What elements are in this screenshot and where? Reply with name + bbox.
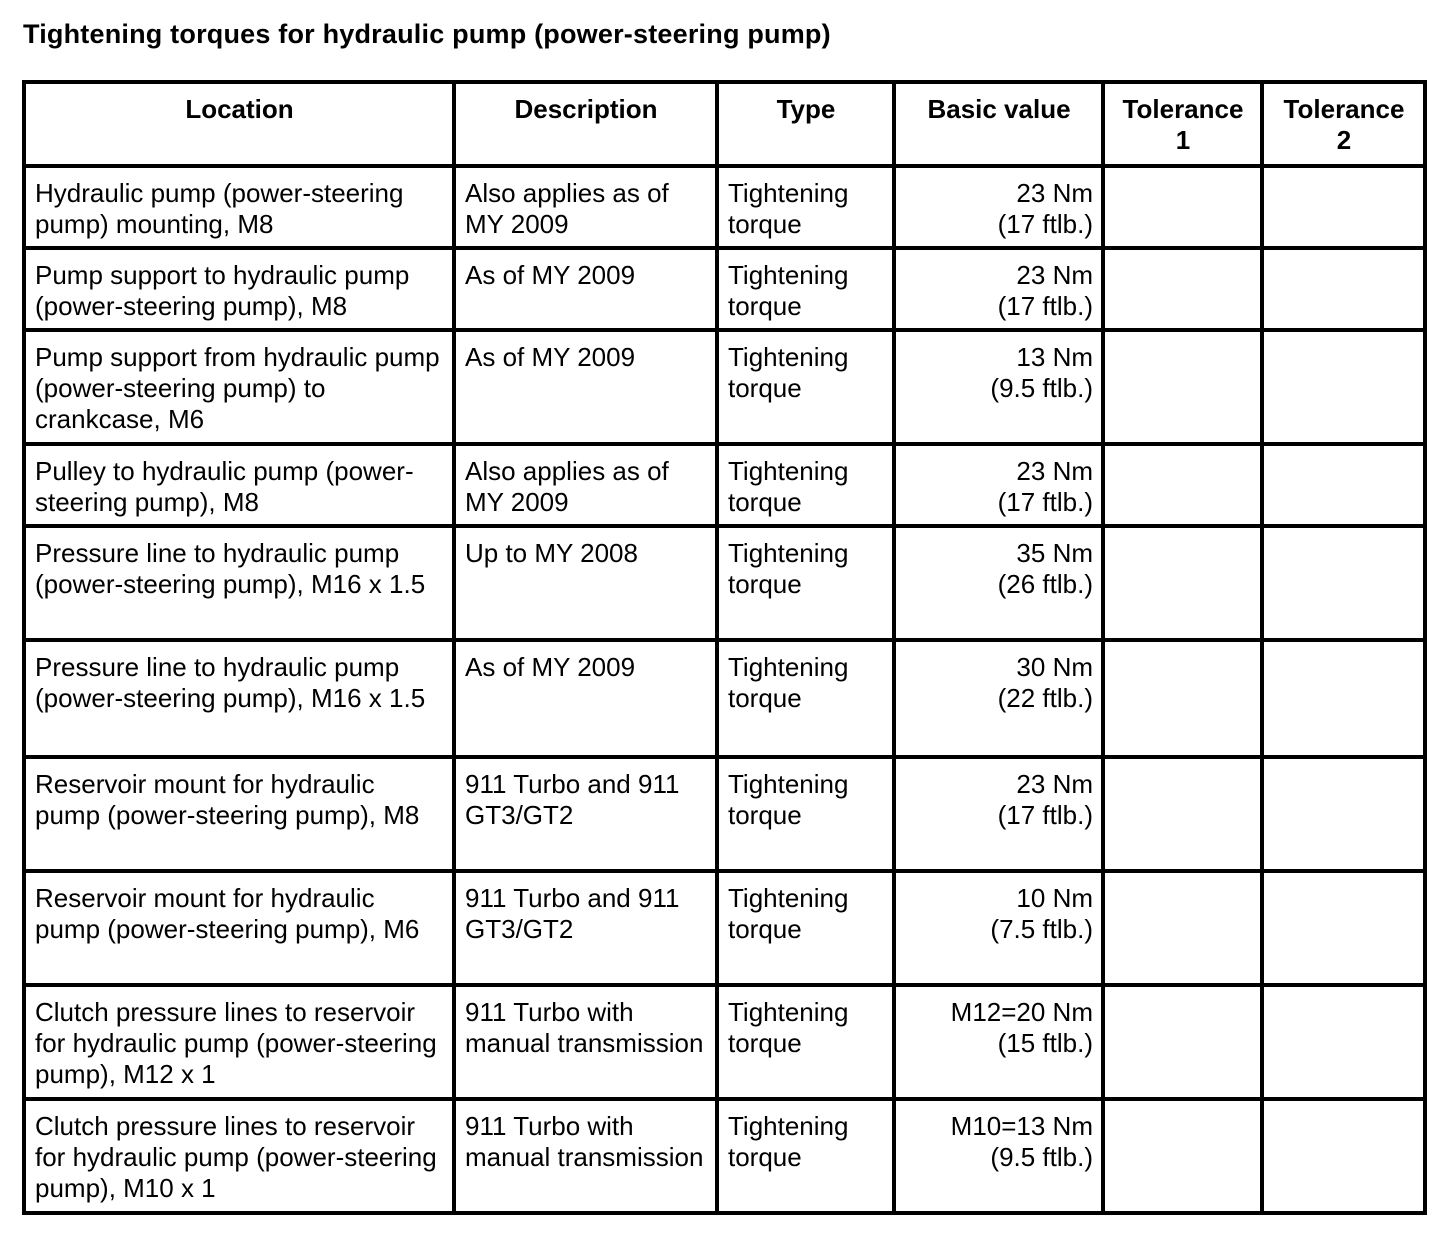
type-cell: Tightening torque	[717, 640, 894, 757]
basic-value-cell	[894, 444, 1103, 526]
basic-value-metric: 35 Nm	[1016, 538, 1093, 568]
basic-value-cell	[894, 1099, 1103, 1213]
tolerance-2-cell	[1262, 444, 1425, 526]
description-cell: As of MY 2009	[454, 640, 717, 757]
tolerance-2-number: 2	[1336, 125, 1352, 155]
tolerance-2-cell	[1262, 526, 1425, 640]
type-cell: Tightening torque	[717, 248, 894, 330]
location-cell: Reservoir mount for hydraulic pump (power-steering pump), M6	[24, 871, 454, 985]
tolerance-1-cell	[1103, 444, 1262, 526]
description-cell: Also applies as of MY 2009	[454, 166, 717, 248]
page-title: Tightening torques for hydraulic pump (power-steering pump)	[23, 19, 831, 49]
type-cell: Tightening torque	[717, 444, 894, 526]
tolerance-1-cell	[1103, 640, 1262, 757]
basic-value-metric: 23 Nm	[1016, 260, 1093, 290]
basic-value-metric: M12=20 Nm	[950, 997, 1093, 1027]
tolerance-1-cell	[1103, 166, 1262, 248]
description-cell: Also applies as of MY 2009	[454, 444, 717, 526]
table-row	[24, 526, 1425, 640]
table-row	[24, 330, 1425, 444]
description-cell: Up to MY 2008	[454, 526, 717, 640]
header-row	[24, 82, 1425, 166]
basic-value-imperial: (7.5 ftlb.)	[990, 914, 1093, 944]
basic-value-metric: 10 Nm	[1016, 883, 1093, 913]
type-cell: Tightening torque	[717, 526, 894, 640]
tolerance-1-cell	[1103, 248, 1262, 330]
basic-value-cell	[894, 248, 1103, 330]
basic-value-metric: 30 Nm	[1016, 652, 1093, 682]
location-cell: Clutch pressure lines to reservoir for hydraulic pump (power-steering pump), M12 x 1	[24, 985, 454, 1099]
basic-value-cell	[894, 985, 1103, 1099]
column-header-type: Type	[717, 82, 894, 166]
location-cell: Pulley to hydraulic pump (power-steering pump), M8	[24, 444, 454, 526]
basic-value-metric: M10=13 Nm	[950, 1111, 1093, 1141]
tolerance-2-cell	[1262, 330, 1425, 444]
column-header-tolerance-2	[1262, 82, 1425, 166]
basic-value-imperial: (9.5 ftlb.)	[990, 1142, 1093, 1172]
basic-value-imperial: (17 ftlb.)	[997, 487, 1093, 517]
basic-value-cell	[894, 757, 1103, 871]
basic-value-cell	[894, 166, 1103, 248]
type-cell: Tightening torque	[717, 871, 894, 985]
basic-value-cell	[894, 330, 1103, 444]
tolerance-2-cell	[1262, 757, 1425, 871]
basic-value-metric: 23 Nm	[1016, 456, 1093, 486]
location-cell: Pump support to hydraulic pump (power-steering pump), M8	[24, 248, 454, 330]
basic-value-cell	[894, 871, 1103, 985]
tolerance-2-cell	[1262, 640, 1425, 757]
table-row	[24, 444, 1425, 526]
table-row	[24, 166, 1425, 248]
tolerance-2-cell	[1262, 1099, 1425, 1213]
type-cell: Tightening torque	[717, 1099, 894, 1213]
basic-value-imperial: (17 ftlb.)	[997, 209, 1093, 239]
description-cell: 911 Turbo and 911 GT3/GT2	[454, 757, 717, 871]
location-cell: Clutch pressure lines to reservoir for hydraulic pump (power-steering pump), M10 x 1	[24, 1099, 454, 1213]
type-cell: Tightening torque	[717, 757, 894, 871]
description-cell: 911 Turbo with manual transmission	[454, 1099, 717, 1213]
basic-value-imperial: (9.5 ftlb.)	[990, 373, 1093, 403]
type-cell: Tightening torque	[717, 166, 894, 248]
tolerance-1-cell	[1103, 757, 1262, 871]
description-cell: As of MY 2009	[454, 330, 717, 444]
basic-value-imperial: (26 ftlb.)	[997, 569, 1093, 599]
basic-value-metric: 23 Nm	[1016, 769, 1093, 799]
tolerance-2-cell	[1262, 248, 1425, 330]
table-row	[24, 985, 1425, 1099]
description-cell: 911 Turbo with manual transmission	[454, 985, 717, 1099]
tolerance-1-cell	[1103, 1099, 1262, 1213]
basic-value-imperial: (17 ftlb.)	[997, 291, 1093, 321]
tolerance-2-cell	[1262, 166, 1425, 248]
torque-table	[22, 80, 1427, 1215]
location-cell: Pressure line to hydraulic pump (power-steering pump), M16 x 1.5	[24, 640, 454, 757]
location-cell: Pump support from hydraulic pump (power-steering pump) to crankcase, M6	[24, 330, 454, 444]
basic-value-metric: 23 Nm	[1016, 178, 1093, 208]
location-cell: Hydraulic pump (power-steering pump) mounting, M8	[24, 166, 454, 248]
column-header-location: Location	[24, 82, 454, 166]
table-row	[24, 640, 1425, 757]
basic-value-cell	[894, 526, 1103, 640]
column-header-basic-value: Basic value	[894, 82, 1103, 166]
description-cell: As of MY 2009	[454, 248, 717, 330]
basic-value-metric: 13 Nm	[1016, 342, 1093, 372]
table-row	[24, 871, 1425, 985]
location-cell: Reservoir mount for hydraulic pump (power-steering pump), M8	[24, 757, 454, 871]
type-cell: Tightening torque	[717, 985, 894, 1099]
tolerance-1-cell	[1103, 526, 1262, 640]
tolerance-1-label: Tolerance	[1122, 94, 1244, 124]
tolerance-2-cell	[1262, 871, 1425, 985]
description-cell: 911 Turbo and 911 GT3/GT2	[454, 871, 717, 985]
tolerance-1-cell	[1103, 985, 1262, 1099]
basic-value-cell	[894, 640, 1103, 757]
type-cell: Tightening torque	[717, 330, 894, 444]
tolerance-2-label: Tolerance	[1283, 94, 1405, 124]
column-header-tolerance-1	[1103, 82, 1262, 166]
tolerance-1-cell	[1103, 330, 1262, 444]
column-header-description: Description	[454, 82, 717, 166]
basic-value-imperial: (17 ftlb.)	[997, 800, 1093, 830]
table-row	[24, 248, 1425, 330]
tolerance-1-number: 1	[1175, 125, 1191, 155]
tolerance-1-cell	[1103, 871, 1262, 985]
table-row	[24, 757, 1425, 871]
basic-value-imperial: (22 ftlb.)	[997, 683, 1093, 713]
location-cell: Pressure line to hydraulic pump (power-steering pump), M16 x 1.5	[24, 526, 454, 640]
tolerance-2-cell	[1262, 985, 1425, 1099]
table-row	[24, 1099, 1425, 1213]
basic-value-imperial: (15 ftlb.)	[997, 1028, 1093, 1058]
